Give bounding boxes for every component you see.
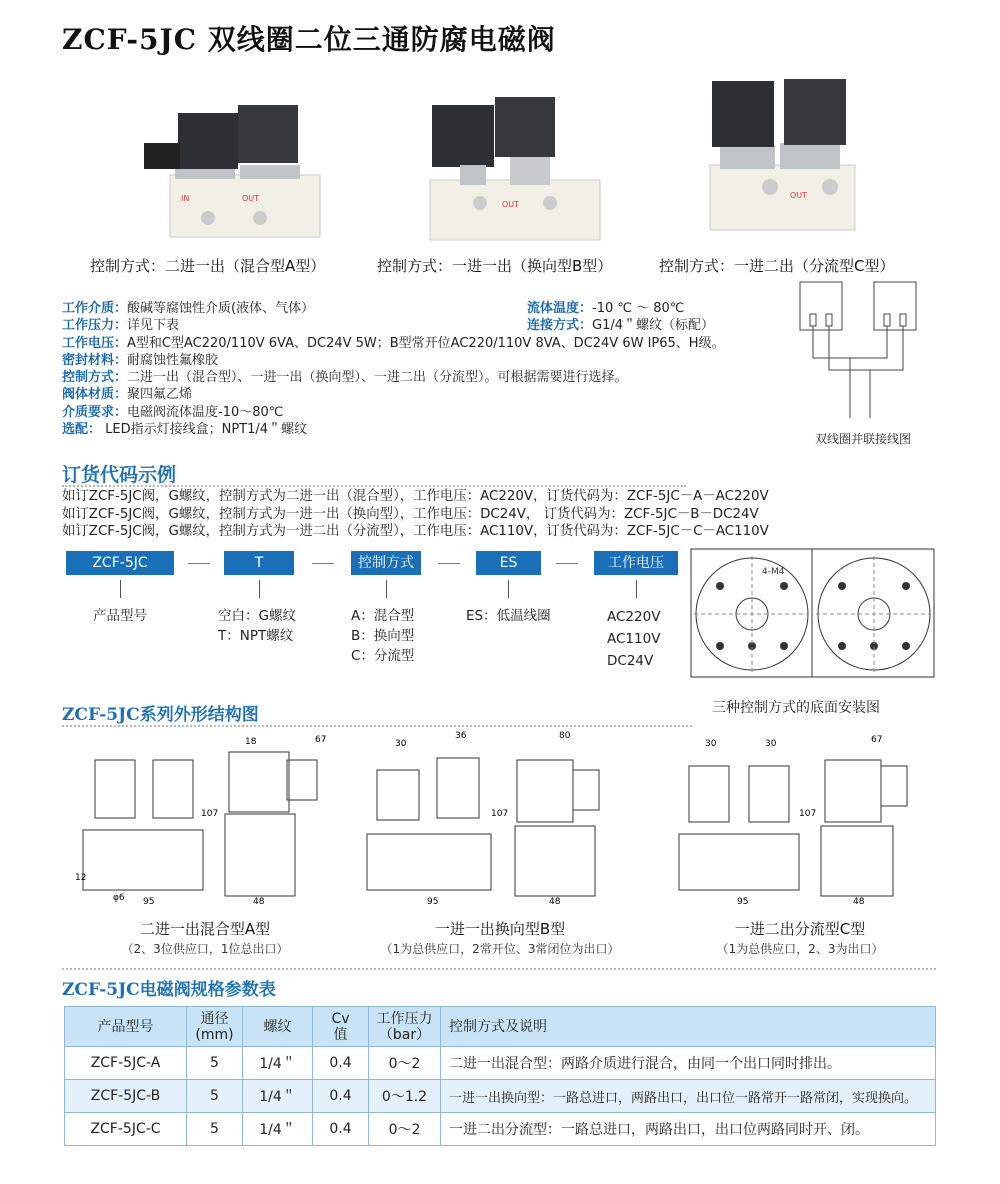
desc-thread: 空白：G螺纹 T：NPT螺纹 — [218, 608, 296, 644]
svg-text:107: 107 — [799, 809, 817, 819]
spec-row: 连接方式：G1/4＂螺纹（标配） — [527, 318, 715, 334]
order-example: 如订ZCF-5JC阀，G螺纹，控制方式为一进一出（换向型），工作电压：DC24V， 订货代码为：ZCF-5JC－B－DC24V — [62, 506, 759, 522]
svg-text:95: 95 — [427, 897, 439, 907]
table-header: 产品型号 — [65, 1007, 187, 1047]
svg-text:80: 80 — [559, 731, 571, 741]
spec-row: 流体温度：-10 ℃ ～ 80℃ — [527, 301, 685, 316]
valve-photo-a — [100, 75, 340, 245]
table-header: 工作压力 （bar） — [369, 1007, 441, 1047]
spec-row: 介质要求：电磁阀流体温度-10～80℃ — [62, 404, 284, 420]
mount-diagram — [690, 548, 935, 678]
structure-title: ZCF-5JC系列外形结构图 — [62, 705, 259, 725]
svg-text:95: 95 — [143, 897, 155, 907]
desc-es: ES：低温线圈 — [466, 608, 551, 624]
svg-text:67: 67 — [871, 735, 883, 745]
tick — [259, 580, 260, 598]
out-label: OUT — [502, 200, 520, 209]
svg-text:18: 18 — [245, 737, 257, 747]
wiring-caption: 双线圈并联接线图 — [815, 432, 912, 446]
svg-text:36: 36 — [455, 731, 467, 741]
tick — [508, 580, 509, 598]
code-box-es: ES — [476, 551, 541, 575]
table-row: ZCF-5JC-B 5 1/4＂ 0.4 0～1.2 一进一出换向型：一路总进口，两路出口，出口位一路常开一路常闭，实现换向。 — [65, 1080, 936, 1113]
mount-caption: 三种控制方式的底面安装图 — [712, 700, 880, 716]
structure-diagram-b — [355, 730, 630, 910]
in-label: IN — [181, 194, 190, 203]
hole-label: 4-M4 — [762, 567, 785, 577]
structure-diagram-c — [675, 730, 935, 910]
code-dash — [188, 563, 210, 564]
spec-row: 工作电压：A型和C型AC220/110V 6VA、DC24V 5W；B型常开位AC220/110V 8VA、DC24V 6W IP65、H级。 — [62, 335, 725, 351]
tick — [120, 580, 121, 598]
caption-type-a: 控制方式：二进一出（混合型A型） — [90, 257, 326, 275]
svg-text:48: 48 — [253, 897, 265, 907]
order-example: 如订ZCF-5JC阀，G螺纹，控制方式为一进二出（分流型），工作电压：AC110V，订货代码为：ZCF-5JC－C－AC110V — [62, 524, 769, 539]
table-header-row — [65, 1007, 936, 1047]
code-box-model: ZCF-5JC — [66, 551, 174, 575]
wiring-diagram — [790, 278, 930, 423]
code-box-control: 控制方式 — [351, 551, 421, 575]
svg-text:φ6: φ6 — [113, 893, 125, 903]
svg-text:48: 48 — [853, 897, 865, 907]
table-header: 螺纹 — [243, 1007, 313, 1047]
order-examples — [62, 488, 769, 541]
caption-type-b: 控制方式：一进一出（换向型B型） — [377, 257, 613, 275]
spec-row: 选配： LED指示灯接线盒；NPT1/4＂螺纹 — [62, 422, 308, 438]
svg-text:30: 30 — [765, 739, 777, 749]
specs-right — [527, 300, 714, 335]
svg-text:12: 12 — [75, 873, 87, 883]
diagram-sub-a: （2、3位供应口，1位总出口） — [121, 942, 289, 956]
code-box-voltage: 工作电压 — [594, 551, 678, 575]
table-header: Cv 值 — [313, 1007, 369, 1047]
spec-row: 密封材料：耐腐蚀性氟橡胶 — [62, 352, 219, 368]
diagram-caption-a: 二进一出混合型A型 — [139, 920, 271, 938]
table-row: ZCF-5JC-C 5 1/4＂ 0.4 0～2 一进二出分流型：一路总进口，两路出口，出口位两路同时开、闭。 — [65, 1113, 936, 1146]
spec-row: 工作介质：酸碱等腐蚀性介质(液体、气体） — [62, 301, 315, 316]
code-dash — [312, 563, 334, 564]
code-dash — [438, 563, 460, 564]
order-example: 如订ZCF-5JC阀，G螺纹，控制方式为二进一出（混合型），工作电压：AC220V，订货代码为：ZCF-5JC－A－AC220V — [62, 489, 769, 504]
code-box-thread: T — [224, 551, 294, 575]
diagram-sub-c: （1为总供应口，2、3为出口） — [716, 942, 884, 956]
out-label: OUT — [242, 194, 260, 203]
table-title: ZCF-5JC电磁阀规格参数表 — [62, 980, 276, 1000]
desc-model: 产品型号 — [93, 608, 147, 624]
valve-photo-b — [400, 75, 640, 245]
desc-control: A：混合型 B：换向型 C：分流型 — [351, 608, 415, 664]
order-title: 订货代码示例 — [62, 464, 177, 486]
code-dash — [556, 563, 578, 564]
tick — [386, 580, 387, 598]
structure-diagram-a — [75, 730, 345, 910]
svg-text:48: 48 — [549, 897, 561, 907]
spec-row: 工作压力：详见下表 — [62, 318, 180, 334]
divider — [62, 485, 686, 487]
caption-type-c: 控制方式：一进二出（分流型C型） — [659, 257, 895, 275]
desc-voltage: AC220V AC110V DC24V — [607, 609, 661, 669]
divider — [62, 968, 936, 970]
table-header: 控制方式及说明 — [441, 1007, 936, 1047]
diagram-caption-c: 一进二出分流型C型 — [734, 920, 866, 938]
divider — [62, 725, 692, 727]
svg-text:107: 107 — [491, 809, 509, 819]
svg-text:67: 67 — [315, 735, 327, 745]
diagram-sub-b: （1为总供应口，2常开位、3常闭位为出口） — [380, 942, 620, 956]
svg-text:95: 95 — [737, 897, 749, 907]
diagram-caption-b: 一进一出换向型B型 — [434, 920, 566, 938]
spec-row: 控制方式：二进一出（混合型）、一进一出（换向型）、一进二出（分流型）。可根据需要进行选择。 — [62, 370, 628, 386]
table-header: 通径 (mm) — [187, 1007, 243, 1047]
page-title: ZCF-5JC 双线圈二位三通防腐电磁阀 — [62, 23, 556, 56]
valve-photo-c — [690, 75, 930, 245]
spec-table — [64, 1006, 936, 1146]
tick — [636, 580, 637, 598]
svg-text:30: 30 — [705, 739, 717, 749]
table-row: ZCF-5JC-A 5 1/4＂ 0.4 0～2 二进一出混合型：两路介质进行混合，由同一个出口同时排出。 — [65, 1047, 936, 1080]
svg-text:30: 30 — [395, 739, 407, 749]
svg-text:107: 107 — [201, 809, 219, 819]
out-label: OUT — [790, 191, 808, 200]
spec-row: 阀体材质：聚四氟乙烯 — [62, 387, 193, 403]
